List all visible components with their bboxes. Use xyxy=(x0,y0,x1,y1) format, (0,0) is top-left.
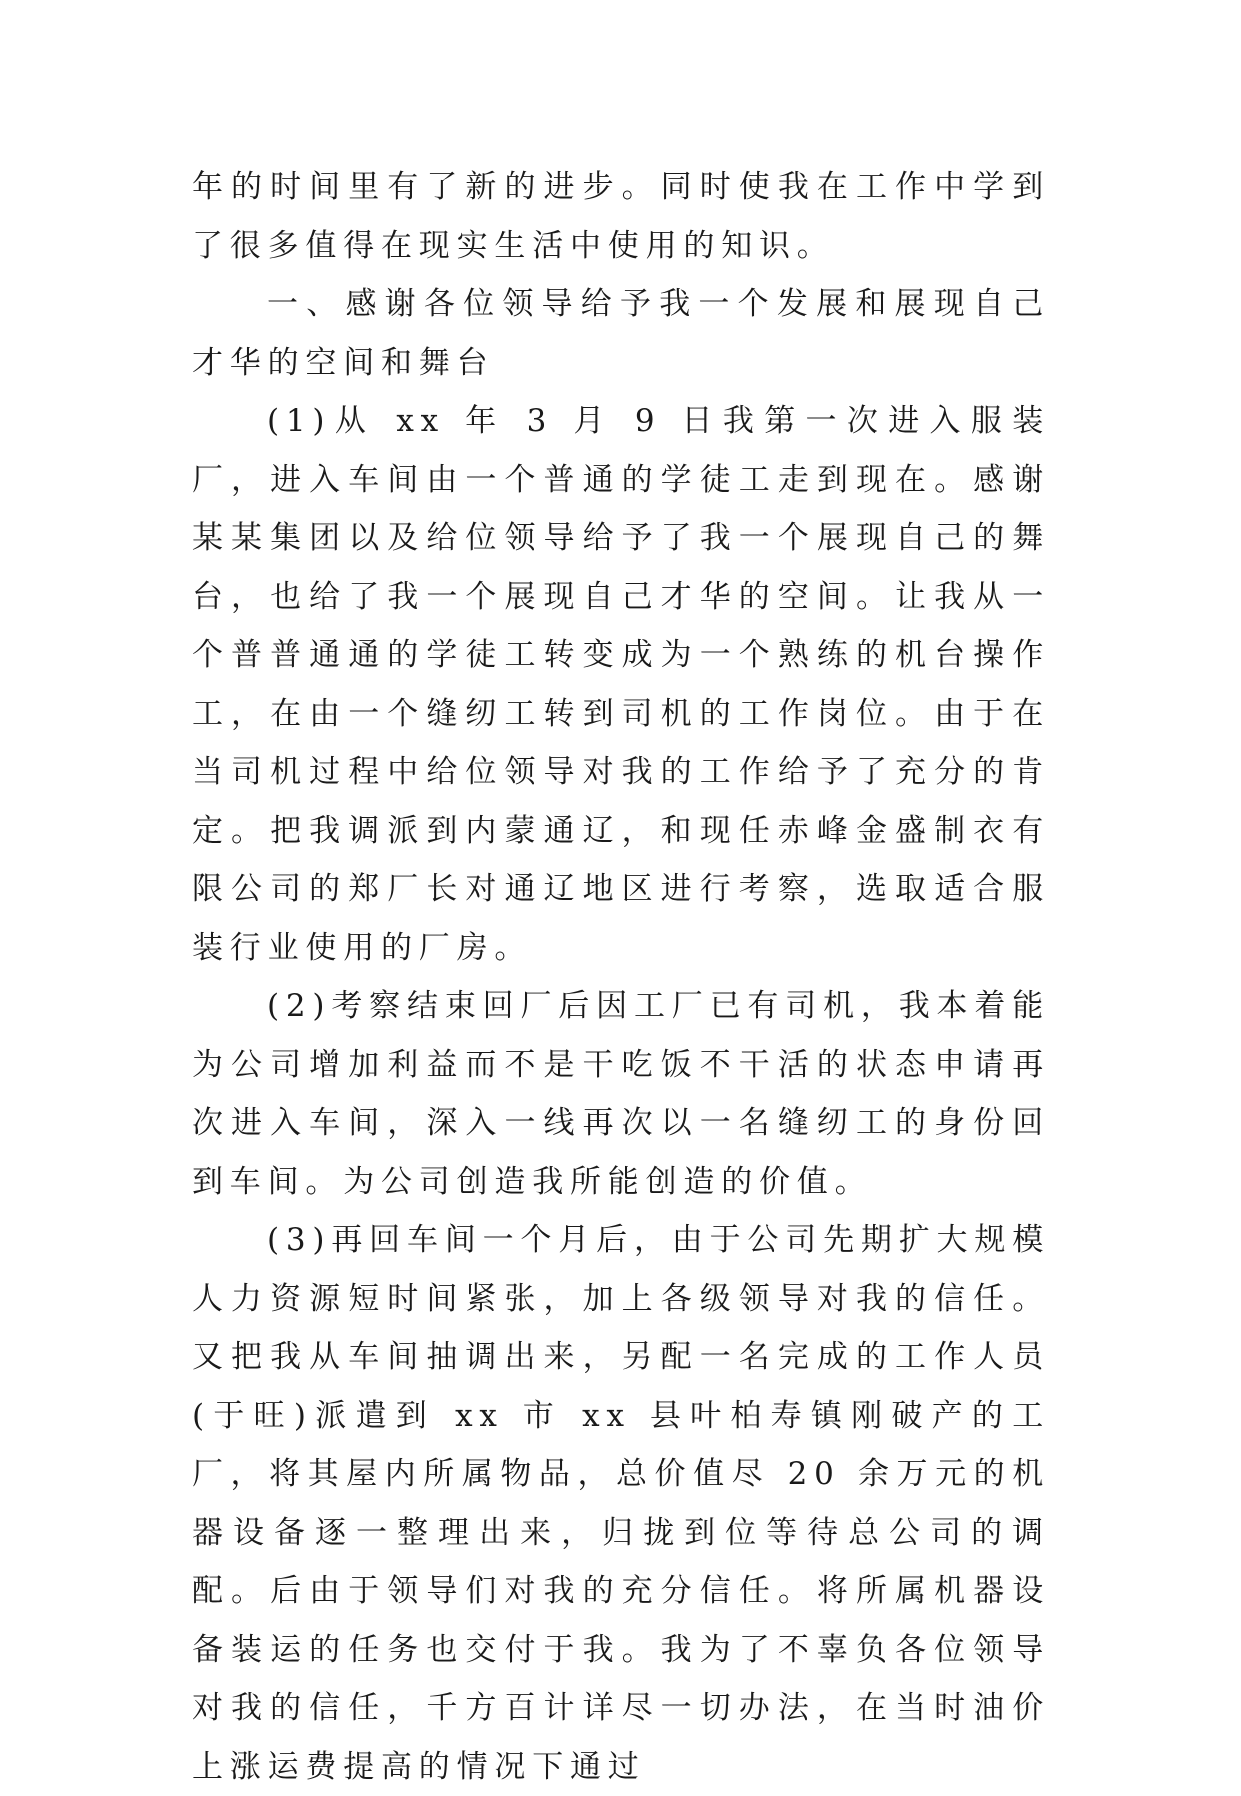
paragraph-item-3: (3)再回车间一个月后，由于公司先期扩大规模人力资源短时间紧张，加上各级领导对我的信任。又把我从车间抽调出来，另配一名完成的工作人员(于旺)派遣到 xx 市 xx 县叶柏寿镇刚破产的工厂，将其屋内所属物品，总价值尽 20 余万元的机器设备逐一整理出来，归拢到位等待总公司的调配。后由于领导们对我的充分信任。将所属机器设备装运的任务也交付于我。我为了不辜负各位领导对我的信任，千方百计详尽一切办法，在当时油价上涨运费提高的情况下通过 xyxy=(192,1222,1050,1785)
paragraph-continuation: 年的时间里有了新的进步。同时使我在工作中学到了很多值得在现实生活中使用的知识。 xyxy=(192,169,1050,264)
paragraph-item-1: (1)从 xx 年 3 月 9 日我第一次进入服装厂，进入车间由一个普通的学徒工走到现在。感谢某某集团以及给位领导给予了我一个展现自己的舞台，也给了我一个展现自己才华的空间。让我从一个普普通通的学徒工转变成为一个熟练的机台操作工，在由一个缝纫工转到司机的工作岗位。由于在当司机过程中给位领导对我的工作给予了充分的肯定。把我调派到内蒙通辽，和现任赤峰金盛制衣有限公司的郑厂长对通辽地区进行考察，选取适合服装行业使用的厂房。 xyxy=(192,403,1050,966)
section-heading-gratitude: 一、感谢各位领导给予我一个发展和展现自己才华的空间和舞台 xyxy=(192,286,1050,381)
document-page xyxy=(192,158,1050,1796)
paragraph-item-2: (2)考察结束回厂后因工厂已有司机，我本着能为公司增加利益而不是干吃饭不干活的状态申请再次进入车间，深入一线再次以一名缝纫工的身份回到车间。为公司创造我所能创造的价值。 xyxy=(192,988,1050,1200)
